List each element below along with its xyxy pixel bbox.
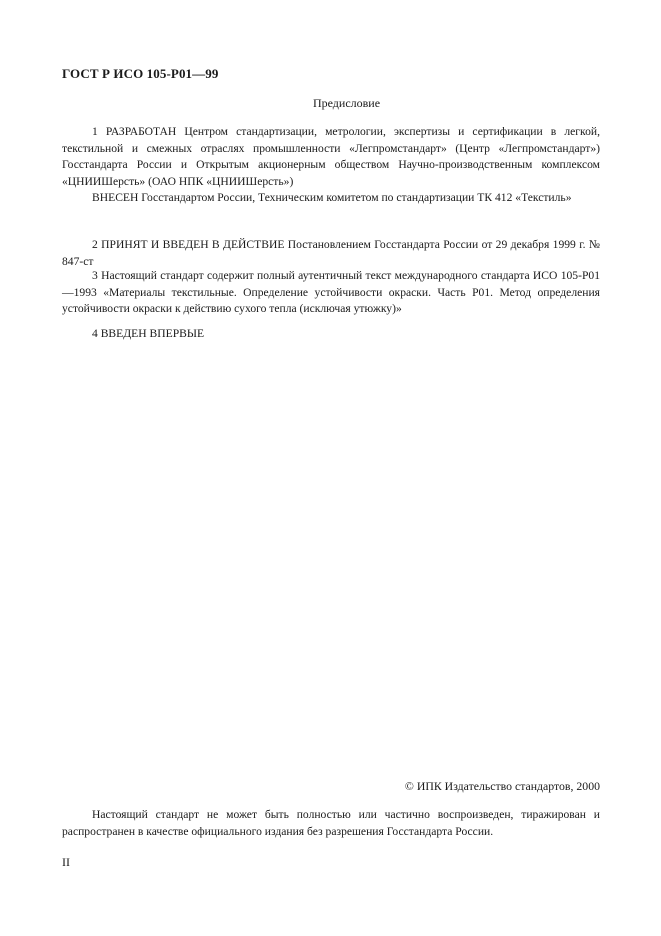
paragraph-text: ВНЕСЕН Госстандартом России, Техническим комитетом по стандартизации ТК 412 «Текстиль» [92,191,572,204]
preface-paragraph-3 [62,237,600,270]
preface-title: Предисловие [312,96,381,110]
copyright-line: © ИПК Издательство стандартов, 2000 [404,779,600,793]
paragraph-text: 1 РАЗРАБОТАН Центром стандартизации, метрологии, экспертизы и сертификации в легкой, текстильной и смежных отраслях промышленности «Легпромстандарт» (Центр «Легпромстандарт») Госстандарта России и Открытым акционерным обществом Научно-производственным комплексом «ЦНИИШерсть» (ОАО НПК «ЦНИИШерсть») [62,125,600,188]
preface-paragraph-2 [62,190,600,207]
reproduction-notice [62,807,600,840]
paragraph-text: 4 ВВЕДЕН ВПЕРВЫЕ [92,327,205,340]
preface-paragraph-4 [62,268,600,318]
document-code: ГОСТ Р ИСО 105-Р01—99 [62,66,219,81]
preface-paragraph-5 [62,326,600,343]
paragraph-text: 3 Настоящий стандарт содержит полный аутентичный текст международного стандарта ИСО 105-Р01—1993 «Материалы текстильные. Определение устойчивости окраски. Часть Р01. Метод определения устойчивости окраски к действию сухого тепла (исключая утюжку)» [62,269,600,315]
preface-paragraph-1 [62,124,600,190]
notice-text: Настоящий стандарт не может быть полностью или частично воспроизведен, тиражирован и распространен в качестве официального издания без разрешения Госстандарта России. [62,808,600,838]
paragraph-text: 2 ПРИНЯТ И ВВЕДЕН В ДЕЙСТВИЕ Постановлением Госстандарта России от 29 декабря 1999 г. № 847-ст [62,238,600,268]
page-number: II [62,855,70,869]
